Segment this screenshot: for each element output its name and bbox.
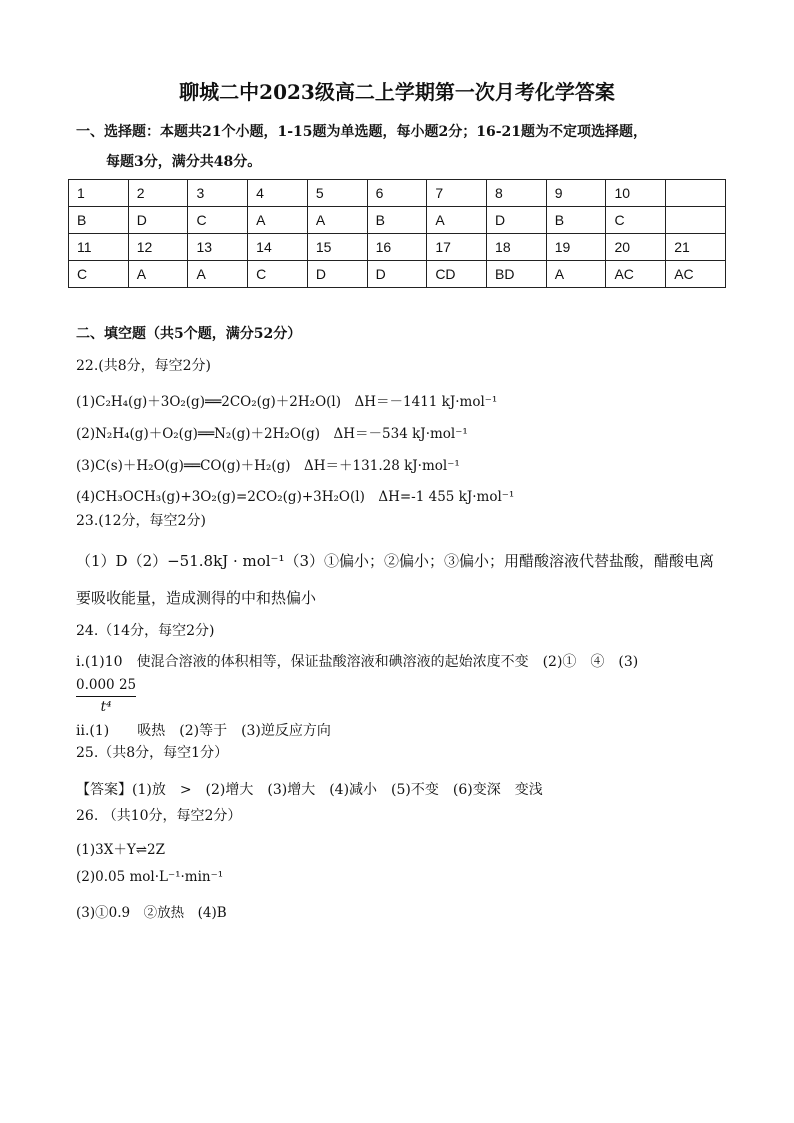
table-cell: C [606,207,666,234]
table-cell: 3 [188,180,248,207]
table-cell: D [487,207,547,234]
q25-head: 25.（共8分，每空1分） [76,745,229,761]
table-cell: BD [487,261,547,288]
table-cell: D [307,261,367,288]
q22-line1: (1)C₂H₄(g)＋3O₂(g)══2CO₂(g)＋2H₂O(l) ΔH＝－1411 kJ·mol⁻¹ [76,394,498,410]
table-row [69,261,726,288]
section1-line1: 一、选择题：本题共21个小题，1-15题为单选题，每小题2分；16-21题为不定项选择题， [76,124,648,140]
table-cell: 1 [69,180,129,207]
q22-head: 22.(共8分，每空2分) [76,358,212,374]
section1-line2: 每题3分，满分共48分。 [106,154,262,170]
table-cell: 21 [666,234,726,261]
table-cell: A [248,207,308,234]
table-cell: 10 [606,180,666,207]
table-cell: A [188,261,248,288]
table-cell: A [427,207,487,234]
table-row [69,180,726,207]
table-cell: CD [427,261,487,288]
q23-line2: 要吸收能量，造成测得的中和热偏小 [76,589,317,607]
table-cell: 19 [546,234,606,261]
table-cell: C [69,261,129,288]
table-cell: 20 [606,234,666,261]
table-cell: C [188,207,248,234]
table-cell: 8 [487,180,547,207]
section2-heading: 二、填空题（共5个题，满分52分） [76,326,302,342]
q26-line2: (2)0.05 mol·L⁻¹·min⁻¹ [76,869,224,885]
q23-head: 23.(12分，每空2分) [76,513,206,529]
q22-line4: (4)CH₃OCH₃(g)+3O₂(g)=2CO₂(g)+3H₂O(l) ΔH=-1 455 kJ·mol⁻¹ [76,489,515,505]
table-cell: 17 [427,234,487,261]
table-cell: 14 [248,234,308,261]
table-cell: 15 [307,234,367,261]
table-cell: C [248,261,308,288]
q26-line3: (3)①0.9 ②放热 (4)B [76,905,227,921]
q22-line2: (2)N₂H₄(g)＋O₂(g)══N₂(g)＋2H₂O(g) ΔH＝－534 kJ·mol⁻¹ [76,426,468,442]
table-cell: A [128,261,188,288]
q24-head: 24.（14分，每空2分) [76,623,215,639]
q24-fraction [76,677,136,715]
table-cell: B [546,207,606,234]
q23-line1: （1）D（2）−51.8kJ · mol⁻¹（3）①偏小；②偏小；③偏小；用醋酸溶液代替盐酸，醋酸电离 [76,552,715,570]
table-cell: 2 [128,180,188,207]
table-cell: 6 [367,180,427,207]
table-cell: 13 [188,234,248,261]
q26-head: 26. （共10分，每空2分） [76,808,242,824]
table-cell [666,207,726,234]
table-row [69,234,726,261]
fraction-numerator: 0.000 25 [76,677,136,697]
table-row [69,207,726,234]
table-cell: 18 [487,234,547,261]
q25-line1: 【答案】(1)放 > (2)增大 (3)增大 (4)减小 (5)不变 (6)变深 变浅 [76,782,543,798]
answer-table [68,179,726,288]
table-cell: 12 [128,234,188,261]
table-cell: 4 [248,180,308,207]
page-title: 聊城二中2023级高二上学期第一次月考化学答案 [179,80,615,104]
table-cell: AC [666,261,726,288]
table-cell: A [546,261,606,288]
table-cell: 7 [427,180,487,207]
q22-line3: (3)C(s)＋H₂O(g)══CO(g)＋H₂(g) ΔH＝＋131.28 kJ·mol⁻¹ [76,458,460,474]
table-cell: B [367,207,427,234]
table-cell [666,180,726,207]
table-cell: AC [606,261,666,288]
table-cell: A [307,207,367,234]
fraction-denominator: t⁴ [100,699,112,715]
table-cell: D [128,207,188,234]
table-cell: D [367,261,427,288]
q24-line2: ⅱ.(1) 吸热 (2)等于 (3)逆反应方向 [76,723,331,739]
table-cell: 9 [546,180,606,207]
table-cell: 5 [307,180,367,207]
q26-line1: (1)3X＋Y⇌2Z [76,842,166,858]
table-cell: 11 [69,234,129,261]
q24-line1: ⅰ.(1)10 使混合溶液的体积相等，保证盐酸溶液和碘溶液的起始浓度不变 (2)① ④ (3) [76,654,639,670]
table-cell: B [69,207,129,234]
table-cell: 16 [367,234,427,261]
